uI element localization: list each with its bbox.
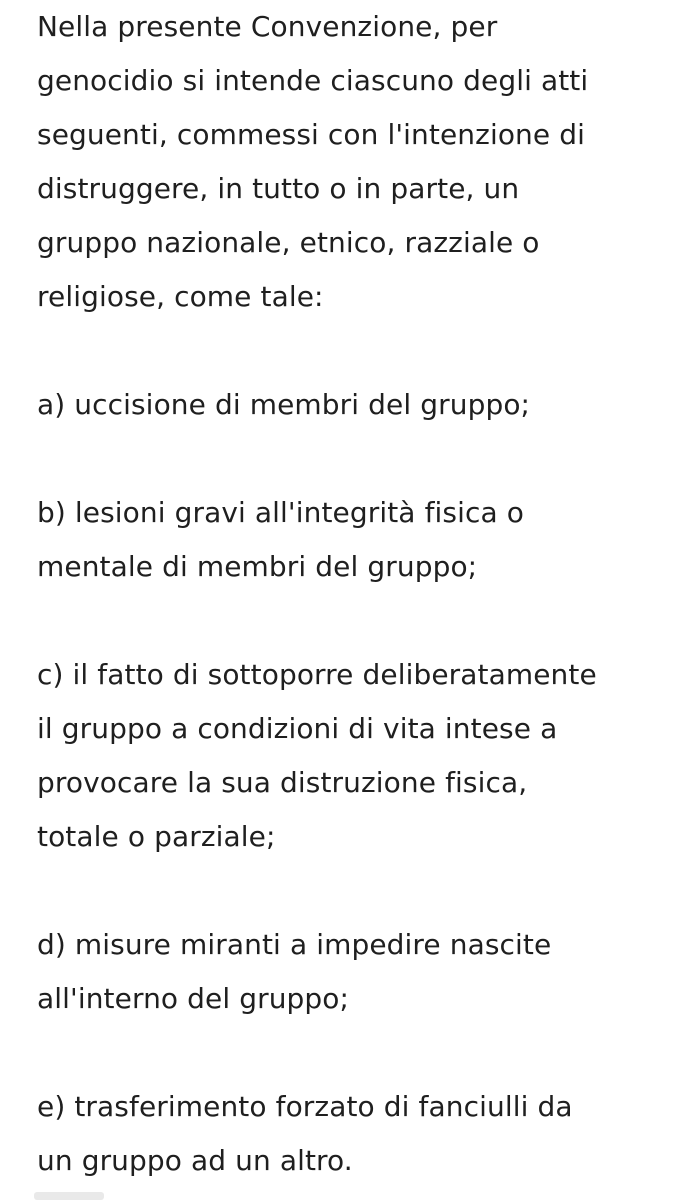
- list-item-line: un gruppo ad un altro.: [37, 1144, 353, 1177]
- list-item-line: all'interno del gruppo;: [37, 982, 350, 1015]
- list-item-e: [37, 1080, 573, 1188]
- intro-line: genocidio si intende ciascuno degli atti: [37, 64, 589, 97]
- list-item-line: il gruppo a condizioni di vita intese a: [37, 712, 558, 745]
- intro-paragraph: [37, 0, 588, 324]
- list-item-line: provocare la sua distruzione fisica,: [37, 766, 528, 799]
- intro-line: gruppo nazionale, etnico, razziale o: [37, 226, 540, 259]
- list-item-line: e) trasferimento forzato di fanciulli da: [37, 1090, 573, 1123]
- bottom-fade-mark: [34, 1192, 104, 1200]
- intro-line: distruggere, in tutto o in parte, un: [37, 172, 520, 205]
- list-item-line: a) uccisione di membri del gruppo;: [37, 388, 531, 421]
- list-item-c: [37, 648, 597, 864]
- list-item-b: [37, 486, 524, 594]
- intro-line: religiose, come tale:: [37, 280, 324, 313]
- intro-line: Nella presente Convenzione, per: [37, 10, 498, 43]
- list-item-line: totale o parziale;: [37, 820, 276, 853]
- list-item-line: c) il fatto di sottoporre deliberatamente: [37, 658, 597, 691]
- list-item-a: [37, 378, 530, 432]
- list-item-d: [37, 918, 551, 1026]
- list-item-line: d) misure miranti a impedire nascite: [37, 928, 552, 961]
- list-item-line: b) lesioni gravi all'integrità fisica o: [37, 496, 524, 529]
- intro-line: seguenti, commessi con l'intenzione di: [37, 118, 585, 151]
- list-item-line: mentale di membri del gruppo;: [37, 550, 478, 583]
